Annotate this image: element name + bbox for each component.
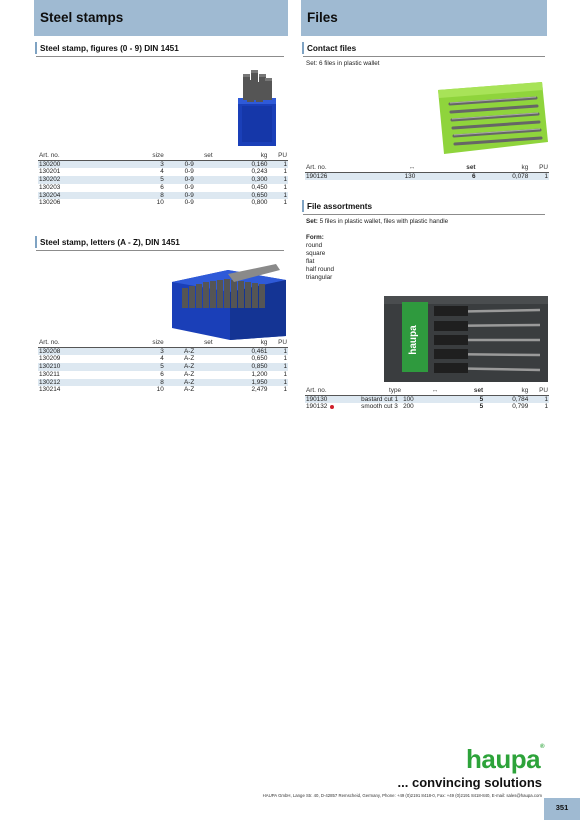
letter-stamps-box-image — [168, 262, 288, 342]
slogan: ... convincing solutions — [397, 775, 542, 790]
company-address: HAUPA GmbH, Lange Str. 40, D-42857 Remscheid, Germany, Phone: +49 (0)2191 8418-0, Fax: +49 (0)2191 8418-840, E-mail: sales@haupa.com — [262, 793, 542, 798]
table-row: 130203 6 0-9 0,450 1 — [39, 183, 287, 191]
file-assortment-wallet-image — [380, 292, 548, 384]
contact-files-note: Set: 6 files in plastic wallet — [306, 60, 380, 67]
file-assortments-section-title: File assortments — [307, 202, 372, 211]
contact-files-section-title: Contact files — [307, 44, 356, 53]
wallet-brand-text: haupa — [408, 325, 419, 355]
table-row: 130200 3 0-9 0,160 1 — [39, 160, 287, 168]
table-row: 130212 8 A-Z 1,950 1 — [39, 378, 287, 386]
table-row: 190126 130 6 0,078 1 — [306, 172, 548, 180]
letters-table: Art. no. size set kg PU 130208 3 A-Z 0,461 1 130209 4 A-Z 0,650 1 130210 5 A-Z 0,850 1 130211 6 A-Z 1,200 1 130212 8 A-Z 1,950 1 130214 10 A-Z 2,479 1 — [39, 339, 287, 394]
figures-table: Art. no. size set kg PU 130200 3 0-9 0,160 1 130201 4 0-9 0,243 1 130202 5 0-9 0,300 1 130203 6 0-9 0,450 1 130204 8 0-9 0,650 1 130206 10 0-9 0,800 1 — [39, 152, 287, 207]
table-row: 130204 8 0-9 0,650 1 — [39, 191, 287, 199]
file-assortments-note: Set: 5 files in plastic wallet, files with plastic handle — [306, 218, 449, 225]
table-row: 130211 6 A-Z 1,200 1 — [39, 370, 287, 378]
new-item-marker-icon — [330, 405, 334, 409]
figure-stamps-box-image — [228, 68, 286, 150]
page-number: 351 — [555, 803, 569, 812]
table-row: 190132 smooth cut 3 200 5 0,799 1 — [306, 403, 548, 411]
table-row: 130208 3 A-Z 0,461 1 — [39, 347, 287, 355]
right-header — [301, 0, 547, 36]
file-assortments-forms: Form: round square flat half round triangular — [306, 234, 335, 281]
table-row: 130209 4 A-Z 0,650 1 — [39, 355, 287, 363]
table-row: 130206 10 0-9 0,800 1 — [39, 199, 287, 207]
haupa-logo: haupa® — [466, 744, 544, 774]
page-number-badge — [544, 798, 580, 820]
table-row: 130214 10 A-Z 2,479 1 — [39, 386, 287, 394]
table-row: 130202 5 0-9 0,300 1 — [39, 176, 287, 184]
left-header — [34, 0, 288, 36]
contact-files-table: Art. no. ↔ set kg PU 190126 130 6 0,078 1 — [306, 164, 548, 180]
table-row: 130210 5 A-Z 0,850 1 — [39, 363, 287, 371]
letters-section-title: Steel stamp, letters (A - Z), DIN 1451 — [40, 238, 180, 247]
right-header-title: Files — [307, 10, 338, 25]
table-row: 190130 bastard cut 1 100 5 0,784 1 — [306, 395, 548, 403]
file-assortments-table: Art. no. type ↔ set kg PU 190130 bastard cut 1 100 5 0,784 1 190132 smooth cut 3 200 5 0,799 1 — [306, 387, 548, 411]
contact-files-wallet-image — [430, 76, 552, 158]
table-row: 130201 4 0-9 0,243 1 — [39, 168, 287, 176]
figures-section-title: Steel stamp, figures (0 - 9) DIN 1451 — [40, 44, 179, 53]
left-header-title: Steel stamps — [40, 10, 124, 25]
